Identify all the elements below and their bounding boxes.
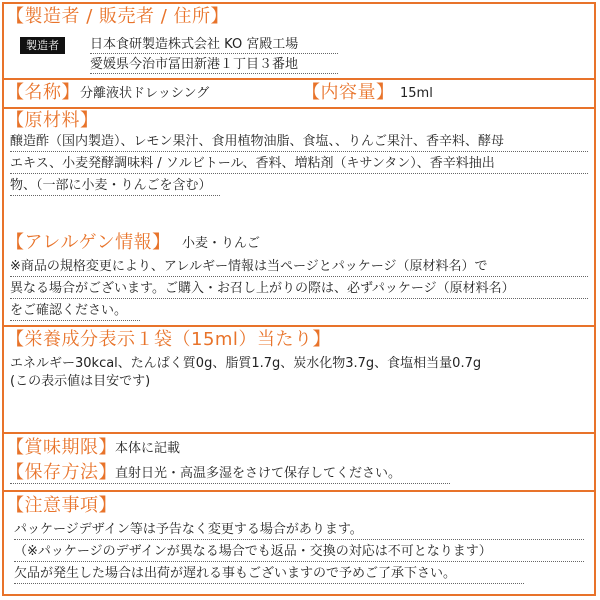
storage-underline: [10, 483, 450, 484]
manufacturer-badge: 製造者: [20, 37, 65, 54]
name-heading: 【名称】: [6, 82, 80, 103]
caution-underline: [14, 583, 524, 584]
manufacturer-heading: 【製造者 / 販売者 / 住所】: [6, 6, 230, 27]
divider: [2, 490, 596, 492]
ingredients-line: 物、（一部に小麦・りんごを含む）: [10, 178, 212, 193]
caution-underline: [14, 539, 584, 540]
nutrition-heading: 【栄養成分表示１袋（15ml）当たり】: [6, 329, 331, 350]
caution-underline: [14, 561, 584, 562]
caution-line: パッケージデザイン等は予告なく変更する場合があります。: [14, 522, 363, 537]
storage-heading: 【保存方法】: [6, 462, 117, 483]
manufacturer-underline-2: [90, 73, 338, 74]
nutrition-line: エネルギー30kcal、たんぱく質0g、脂質1.7g、炭水化物3.7g、食塩相当量0.7g: [10, 356, 482, 371]
expiry-value: 本体に記載: [115, 441, 181, 456]
ingredients-underline: [10, 151, 588, 152]
caution-line: 欠品が発生した場合は出荷が遅れる事もございますので予めご了承下さい。: [14, 566, 457, 581]
storage-value: 直射日光・高温多湿をさけて保存してください。: [115, 466, 402, 481]
caution-heading: 【注意事項】: [6, 495, 117, 516]
divider: [2, 78, 596, 80]
manufacturer-company: 日本食研製造株式会社 KO 宮殿工場: [90, 37, 299, 52]
allergy-underline: [10, 320, 140, 321]
ingredients-heading: 【原材料】: [6, 110, 99, 131]
divider: [2, 432, 596, 434]
allergy-underline: [10, 298, 588, 299]
volume-heading: 【内容量】: [302, 82, 395, 103]
allergy-note: ※商品の規格変更により、アレルギー情報は当ページとパッケージ（原材料名）で: [10, 259, 488, 274]
ingredients-underline: [10, 195, 220, 196]
manufacturer-underline-1: [90, 53, 338, 54]
caution-line: （※パッケージのデザインが異なる場合でも返品・交換の対応は不可となります）: [14, 544, 492, 559]
nutrition-line: (この表示値は目安です): [10, 374, 151, 389]
ingredients-underline: [10, 173, 588, 174]
allergy-value: 小麦・りんご: [182, 236, 261, 251]
manufacturer-address: 愛媛県今治市冨田新港１丁目３番地: [90, 57, 299, 72]
allergy-note: をご確認ください。: [10, 303, 128, 318]
ingredients-line: エキス、小麦発酵調味料 / ソルビトール、香料、増粘剤（キサンタン）、香辛料抽出: [10, 156, 495, 171]
divider: [2, 325, 596, 327]
ingredients-line: 醸造酢（国内製造）、レモン果汁、食用植物油脂、食塩、、りんご果汁、香辛料、酵母: [10, 134, 505, 149]
allergy-note: 異なる場合がございます。ご購入・お召し上がりの際は、必ずパッケージ（原材料名）: [10, 281, 515, 296]
divider: [2, 107, 596, 109]
volume-value: 15ml: [400, 86, 433, 101]
allergy-heading: 【アレルゲン情報】: [6, 232, 171, 253]
allergy-underline: [10, 276, 588, 277]
expiry-heading: 【賞味期限】: [6, 437, 117, 458]
name-value: 分離液状ドレッシング: [80, 86, 210, 101]
